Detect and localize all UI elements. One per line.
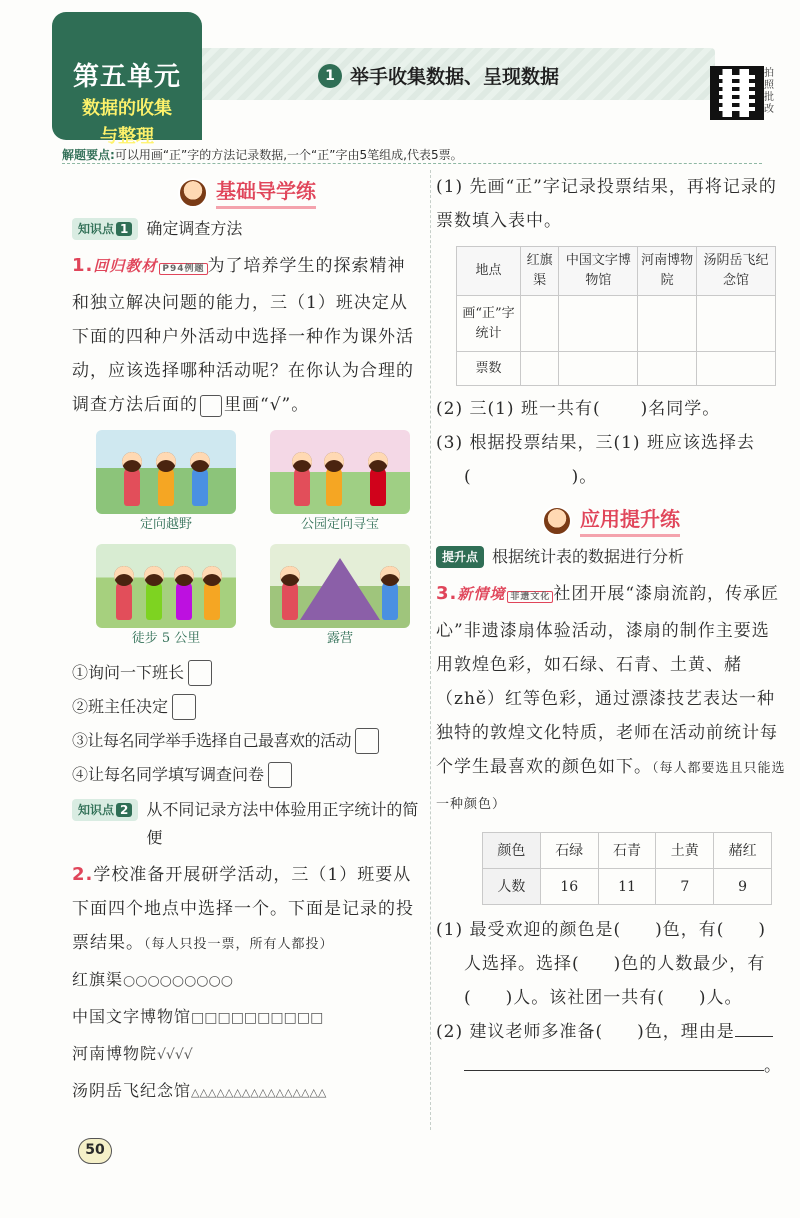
- activity-caption: 定向越野: [139, 517, 192, 532]
- q1-number: 1.: [72, 255, 94, 276]
- answer-line[interactable]: [735, 1017, 773, 1037]
- table-cell: 人数: [483, 869, 541, 905]
- unit-badge: [52, 12, 202, 147]
- kp1-tag: 知识点 1: [72, 218, 138, 240]
- orienteering-image: [96, 430, 236, 514]
- checkbox[interactable]: [355, 728, 379, 754]
- unit-subtitle-2: 与整理: [100, 126, 154, 147]
- answer-line[interactable]: [464, 1051, 764, 1071]
- vote-row: 汤阴岳飞纪念馆△△△△△△△△△△△△△△△△: [72, 1081, 327, 1100]
- q2-text: 学校准备开展研学活动，三（1）班要从下面四个地点中选择一个。下面是记录的投票结果。: [72, 865, 414, 953]
- unit-subtitle-1: 数据的收集: [82, 98, 172, 119]
- q3-note: （每人都要选且只能选一种颜色）: [436, 761, 786, 812]
- q1-option-1: ①询问一下班长: [72, 656, 422, 690]
- activity-picture: [96, 430, 246, 536]
- table-row: [483, 833, 772, 869]
- table-cell: 石青: [598, 833, 656, 869]
- lesson-title: [318, 62, 559, 89]
- kp1-text: 确定调查方法: [146, 219, 243, 238]
- solving-tip: [62, 138, 762, 164]
- q3-sub-2: (2) 建议老师多准备( )色，理由是: [436, 1015, 786, 1049]
- activity-picture: [270, 544, 420, 650]
- q3-sub-1-line3: ( )人。该社团一共有( )人。: [464, 988, 743, 1008]
- answer-cell[interactable]: [696, 352, 775, 386]
- checkbox[interactable]: [268, 762, 292, 788]
- answer-cell[interactable]: [638, 352, 697, 386]
- answer-cell[interactable]: [521, 296, 559, 352]
- activity-caption: 徒步 5 公里: [131, 631, 201, 646]
- camping-image: [270, 544, 410, 628]
- left-column: [72, 176, 422, 1111]
- table-row: [457, 247, 776, 296]
- table-header: 红旗渠: [521, 247, 559, 296]
- activity-pictures: [96, 430, 422, 650]
- table-cell: 石绿: [540, 833, 598, 869]
- row-label: 票数: [457, 352, 521, 386]
- answer-cell[interactable]: [521, 352, 559, 386]
- lesson-number: 1: [318, 64, 342, 88]
- lesson-title-text: 举手收集数据、呈现数据: [350, 66, 560, 88]
- q1-option-3: ③让每名同学举手选择自己最喜欢的活动: [72, 724, 422, 758]
- kp2-tag: 知识点 2: [72, 799, 138, 821]
- q2-note: （每人只投一票，所有人都投）: [144, 937, 334, 952]
- improvement-point: [436, 543, 786, 571]
- activity-picture: [96, 544, 246, 650]
- mascot-icon: [178, 178, 208, 208]
- q3-number: 3.: [436, 583, 458, 604]
- q2-number: 2.: [72, 864, 94, 885]
- hiking-image: [96, 544, 236, 628]
- q1-text: 为了培养学生的探索精神和独立解决问题的能力，三（1）班决定从下面的四种户外活动中选择一种作为课外活动，应该选择哪种活动呢？在你认为合理的调查方法后面的: [72, 256, 414, 415]
- column-divider: [430, 170, 431, 1130]
- section-apply-head: [436, 504, 786, 537]
- table-header: 中国文字博物馆: [559, 247, 638, 296]
- table-cell: 7: [656, 869, 714, 905]
- q2-sub-3-blank: ( )。: [464, 467, 598, 487]
- table-cell: 土黄: [656, 833, 714, 869]
- color-preference-table: [482, 832, 772, 905]
- row-label: 画“正”字统计: [457, 296, 521, 352]
- q3-text: 社团开展“漆扇流韵，传承匠心”非遗漆扇体验活动，漆扇的制作主要选用敦煌色彩，如石绿、石青、土黄、赭（zhě）红等色彩，通过漂漆技艺表达一种独特的敦煌文化特质，老师在活动前统计每个学生最喜欢的颜色如下。: [436, 584, 780, 777]
- activity-caption: 露营: [326, 631, 353, 646]
- table-cell: 9: [714, 869, 772, 905]
- answer-cell[interactable]: [638, 296, 697, 352]
- checkbox[interactable]: [188, 660, 212, 686]
- section-basic-title: 基础导学练: [216, 176, 316, 209]
- answer-cell[interactable]: [696, 296, 775, 352]
- unit-title: 第五单元: [72, 62, 181, 92]
- question-1: [72, 249, 422, 422]
- q1-tag: 回归教材 P94例题: [93, 257, 207, 275]
- vote-row: 河南博物院√√√√: [72, 1044, 193, 1063]
- table-cell: 颜色: [483, 833, 541, 869]
- vote-row: 红旗渠○○○○○○○○○: [72, 970, 233, 989]
- table-cell: 赭红: [714, 833, 772, 869]
- table-cell: 16: [540, 869, 598, 905]
- page-number: 50: [78, 1138, 112, 1164]
- q3-sub-2-line2: 。: [436, 1049, 786, 1083]
- table-cell: 11: [598, 869, 656, 905]
- section-basic-head: [72, 176, 422, 209]
- tip-text: 可以用画“正”字的方法记录数据,一个“正”字由5笔组成,代表5票。: [114, 148, 463, 162]
- q3-sub-1: (1) 最受欢迎的颜色是( )色，有( ): [436, 920, 767, 940]
- answer-box: [200, 395, 222, 417]
- table-row: [457, 296, 776, 352]
- answer-cell[interactable]: [559, 352, 638, 386]
- activity-picture: [270, 430, 420, 536]
- kp3-text: 根据统计表的数据进行分析: [492, 547, 685, 566]
- answer-cell[interactable]: [559, 296, 638, 352]
- treasure-hunt-image: [270, 430, 410, 514]
- question-2: [72, 858, 422, 962]
- qr-code-icon[interactable]: [710, 66, 764, 120]
- vote-row: 中国文字博物馆□□□□□□□□□□: [72, 1007, 324, 1026]
- mascot-icon: [542, 506, 572, 536]
- q1-text-end: 里画“√”。: [224, 395, 310, 415]
- table-row: [483, 869, 772, 905]
- table-header: 汤阴岳飞纪念馆: [696, 247, 775, 296]
- q2-sub-1: (1) 先画“正”字记录投票结果，再将记录的票数填入表中。: [436, 177, 777, 231]
- q1-option-2: ②班主任决定: [72, 690, 422, 724]
- kp2-text: 从不同记录方法中体验用正字统计的简便: [146, 800, 419, 847]
- vote-tally-table: [456, 246, 776, 386]
- knowledge-point-1: [72, 215, 422, 243]
- table-row: [457, 352, 776, 386]
- table-header: 河南博物院: [638, 247, 697, 296]
- q3-tag: 新情境 非遗文化: [457, 585, 553, 603]
- table-header: 地点: [457, 247, 521, 296]
- q1-option-4: ④让每名同学填写调查问卷: [72, 758, 422, 792]
- kp3-tag: 提升点: [436, 546, 484, 568]
- knowledge-point-2: [72, 796, 422, 852]
- activity-caption: 公园定向寻宝: [300, 517, 379, 532]
- qr-label: 拍照批改: [764, 68, 774, 115]
- q2-sub-3: (3) 根据投票结果，三(1) 班应该选择去: [436, 433, 755, 453]
- page-header: [0, 0, 800, 147]
- right-column: [436, 170, 786, 1083]
- q2-sub-2: (2) 三(1) 班一共有( )名同学。: [436, 399, 721, 419]
- tip-label: 解题要点:: [62, 148, 115, 162]
- section-apply-title: 应用提升练: [580, 504, 680, 537]
- question-3: [436, 577, 786, 822]
- q3-sub-1-line2: 人选择。选择( )色的人数最少，有: [464, 954, 766, 974]
- checkbox[interactable]: [172, 694, 196, 720]
